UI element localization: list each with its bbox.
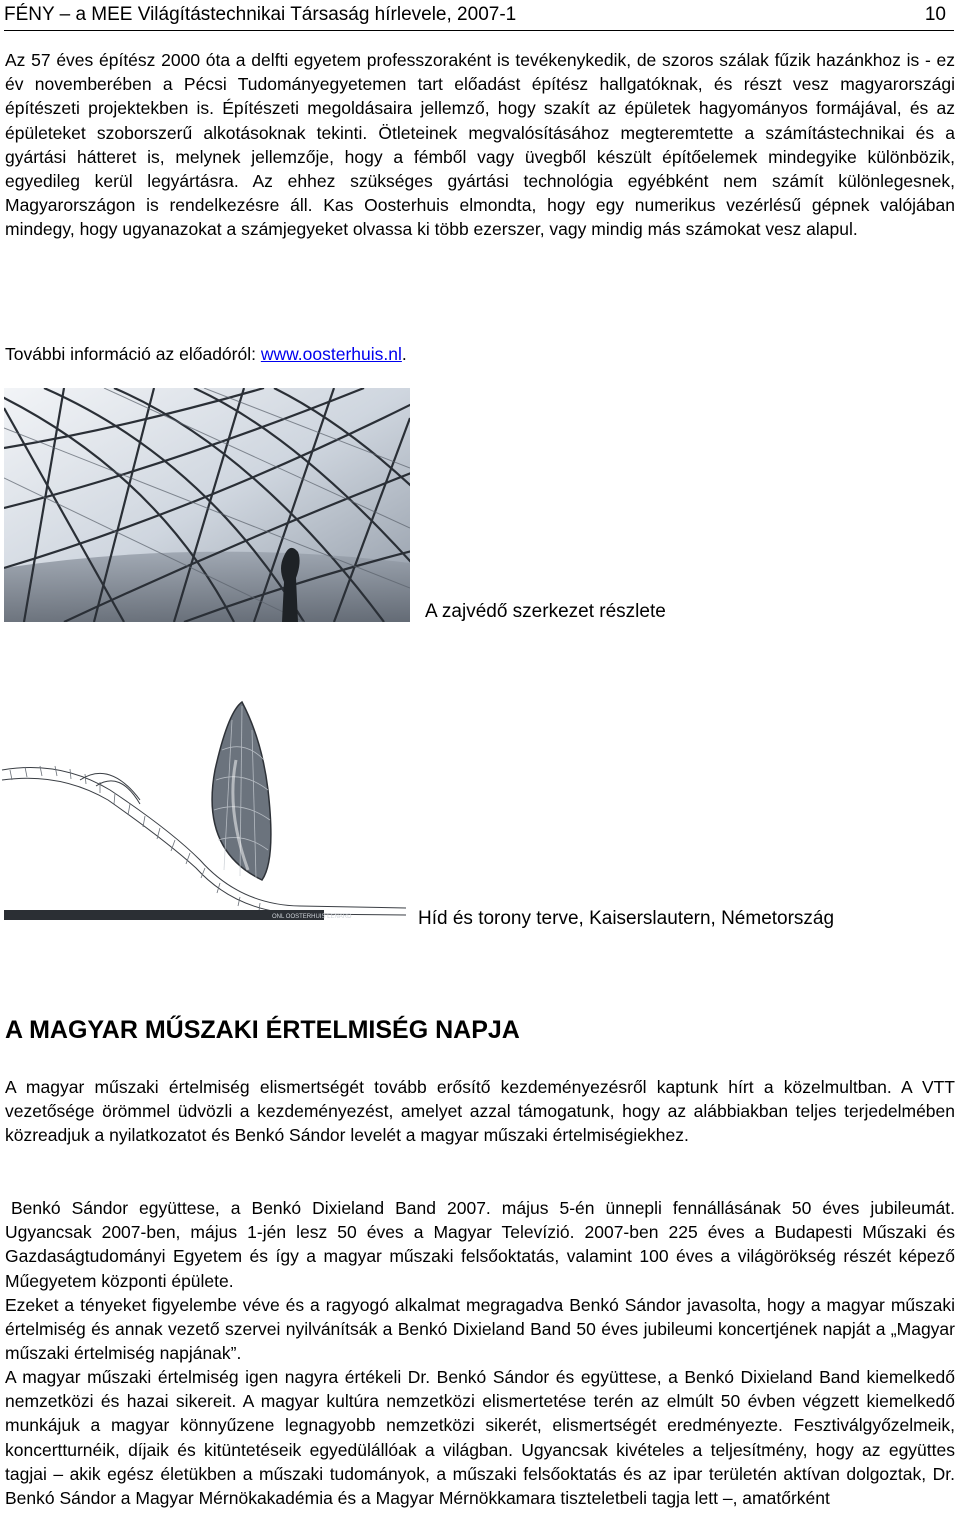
section-paragraph-2: Benkó Sándor együttese, a Benkó Dixieland Band 2007. május 5-én ünnepli fennállásának 50 éves jubileumát. Ugyancsak 2007-ben, május 1-jén lesz 50 éves a Magyar Televízió. 2007-ben 225 éves a Budapesti Műszaki és Gazdaságtudományi Egyetem és így a magyar műszaki felsőoktatás, valamint 100 éves a világörökség részét képező Műegyetem központi épülete. xyxy=(5,1198,955,1291)
noise-barrier-photo xyxy=(4,388,410,622)
section-paragraph-3: Ezeket a tényeket figyelembe véve és a ragyogó alkalmat megragadva Benkó Sándor javasolta, hogy a magyar műszaki értelmiség és annak vezető szervei nyilvánítsák a Benkó Dixieland Band 50 éves jubileumi koncertjének napját a „Magyar műszaki értelmiség napjának”. xyxy=(5,1295,955,1364)
intro-paragraph: Az 57 éves építész 2000 óta a delfti egyetem professzoraként is tevékenykedik, de szoros szálak fűzik hazánkhoz is - ez év novemberében a Pécsi Tudományegyetemen tart előadást építész hallgatóknak, és részt vesz magyarországi építészeti projektekben is. Építészeti megoldásaira jellemző, hogy szakít az épületek hagyományos formájával, és az épületeket szoborszerű alkotásoknak tekinti. Ötleteinek megvalósításához megteremtette a számítástechnikai és a gyártási hátteret is, melynek jellemzője, hogy a fémből vagy üvegből készült építőelemek mindegyike különbözik, egyedileg kerül legyártásra. Az ehhez szükséges gyártási technológia egyébként nem számít különlegesnek, Magyarországon is rendelkezésre áll. Kas Oosterhuis elmondta, hogy egy numerikus vezérlésű gépnek valójában mindegy, hogy ugyanazokat a számjegyeket olvassa ki több ezerszer, vagy mindig más számokat vesz alapul. xyxy=(5,50,955,240)
newsletter-title: FÉNY – a MEE Világítástechnikai Társaság hírlevele, 2007-1 xyxy=(4,4,517,25)
lattice-structure-image xyxy=(4,388,410,622)
more-info-line xyxy=(5,342,955,366)
section-paragraph-4: A magyar műszaki értelmiség igen nagyra értékeli Dr. Benkó Sándor és együttese, a Benkó Dixieland Band kiemelkedő nemzetközi és hazai sikereit. A magyar kultúra nemzetközi elismertetése terén az elmúlt 50 évben végzett kiemelkedő munkájuk a magyar könnyűzene legnagyobb nemzetközi sikerét, elismertségét eredményezte. Fesztiválgyőzelmeik, koncertturnéik, díjaik és kitüntetéseik egyedülállóak a világban. Ugyancsak kivételes a teljesítmény, hogy az együttes tagjai – akik egész életükben a műszaki tudományok, a műszaki felsőoktatás és az ipar területén aktívan dolgoztak, Dr. Benkó Sándor a Magyar Mérnökakadémia és a Magyar Mérnökkamara tiszteletbeli tagja lett –, amatőrként xyxy=(5,1367,955,1509)
bridge-tower-render xyxy=(0,700,406,928)
oosterhuis-link[interactable]: www.oosterhuis.nl xyxy=(260,344,402,364)
bridge-tower-image xyxy=(0,700,406,928)
caption-noise-barrier: A zajvédő szerkezet részlete xyxy=(425,601,666,622)
page-number: 10 xyxy=(924,4,946,25)
page-header xyxy=(4,2,954,31)
render-label: ONL OOSTERHUIS LENARD xyxy=(272,914,352,920)
section-heading: A MAGYAR MŰSZAKI ÉRTELMISÉG NAPJA xyxy=(5,1016,520,1044)
more-info-label: További információ az előadóról: xyxy=(5,344,261,364)
caption-bridge-tower: Híd és torony terve, Kaiserslautern, Németország xyxy=(418,908,835,929)
more-info-end: . xyxy=(401,344,407,364)
section-paragraph-1: A magyar műszaki értelmiség elismertségét tovább erősítő kezdeményezésről kaptunk hírt a közelmultban. A VTT vezetősége örömmel üdvözli a kezdeményezést, amelyet azzal támogatunk, hogy az alábbiakban teljes terjedelmében közreadjuk a nyilatkozatot és Benkó Sándor levelét a magyar műszaki értelmiségiekhez. xyxy=(5,1077,955,1146)
